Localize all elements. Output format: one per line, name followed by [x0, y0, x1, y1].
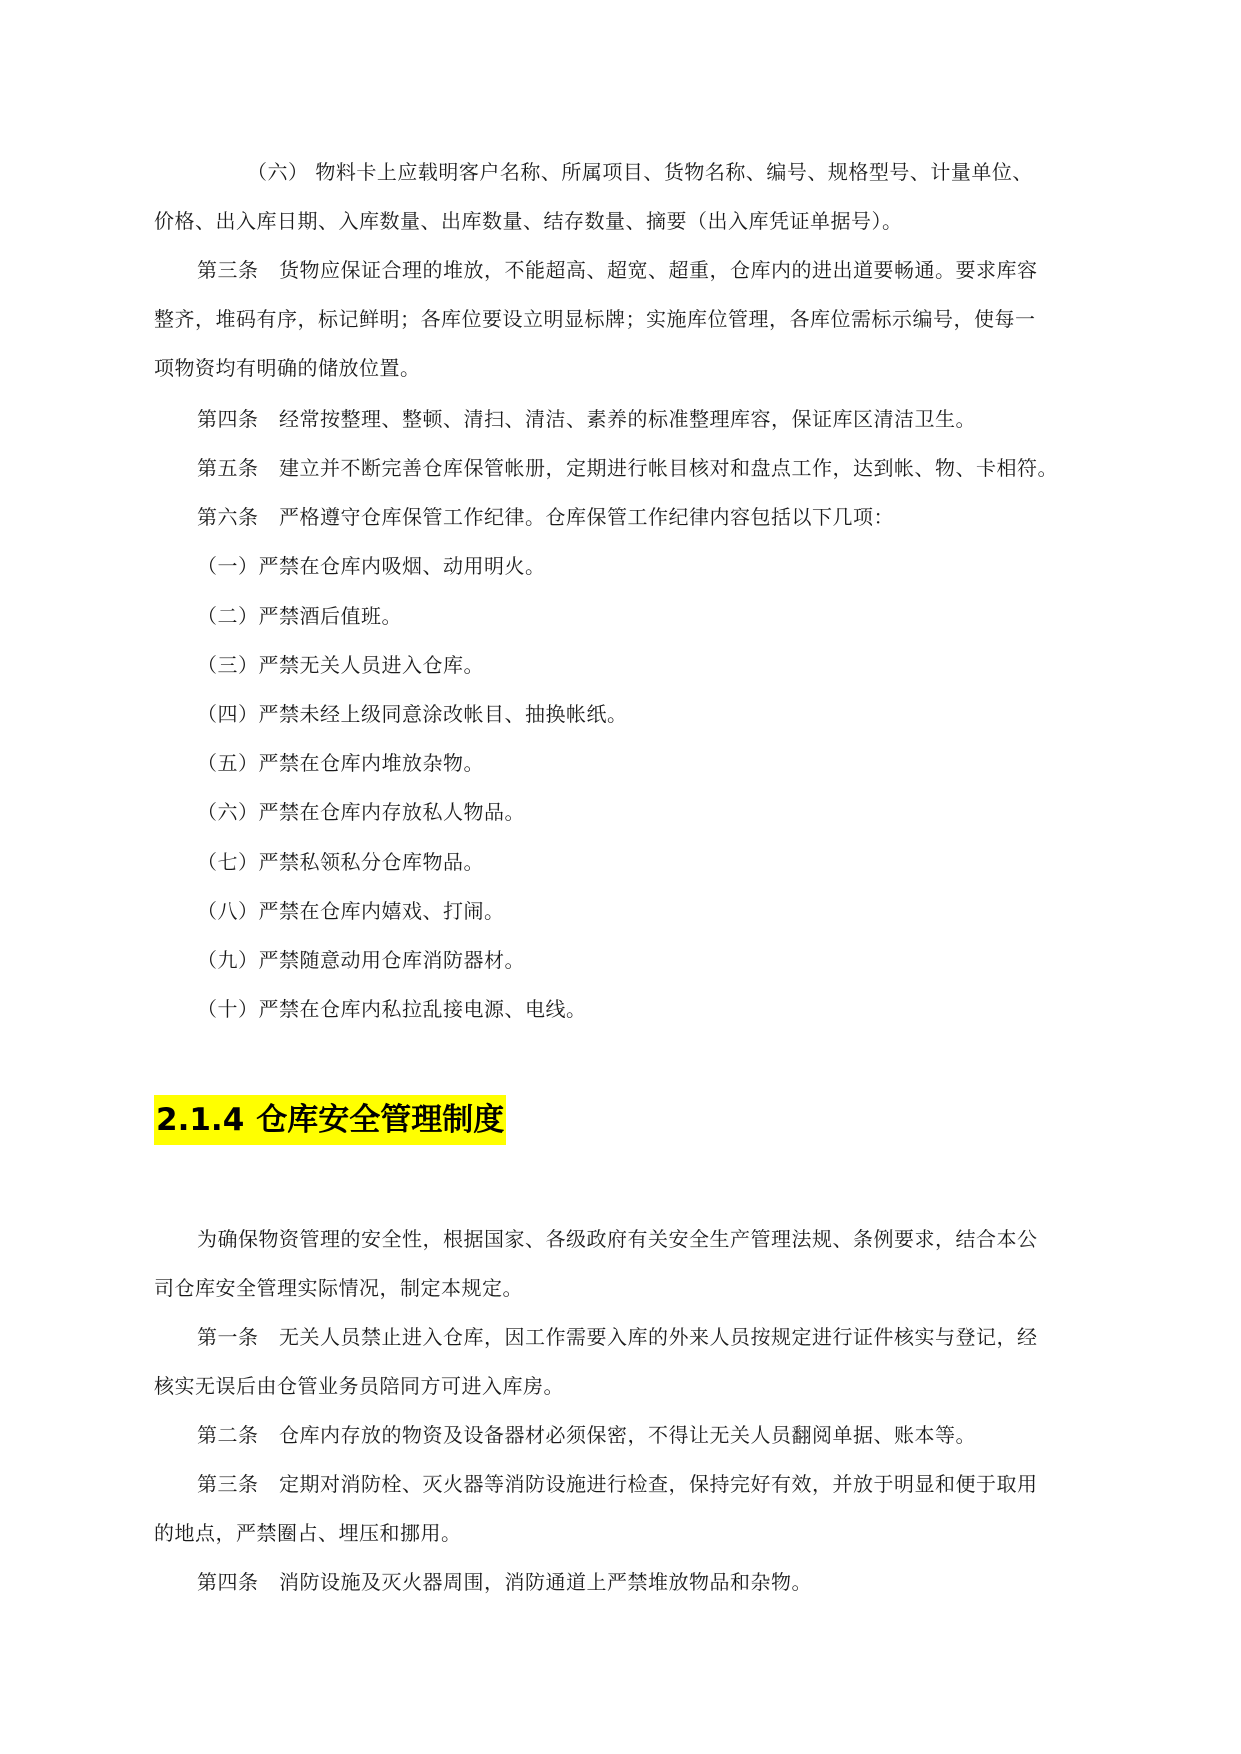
section-heading [154, 1095, 506, 1145]
rule-item: （八）严禁在仓库内嬉戏、打闹。 [197, 899, 505, 923]
article-3-line-2: 整齐，堆码有序，标记鲜明；各库位要设立明显标牌；实施库位管理，各库位需标示编号，使每一 [154, 307, 1036, 331]
section-title: 仓库安全管理制度 [256, 1102, 505, 1138]
article-5: 第五条 建立并不断完善仓库保管帐册，定期进行帐目核对和盘点工作，达到帐、物、卡相符。 [197, 456, 1058, 480]
safety-article-4: 第四条 消防设施及灭火器周围，消防通道上严禁堆放物品和杂物。 [197, 1570, 812, 1594]
article-6: 第六条 严格遵守仓库保管工作纪律。仓库保管工作纪律内容包括以下几项： [197, 505, 894, 529]
safety-article-3-line-2: 的地点，严禁圈占、埋压和挪用。 [154, 1521, 462, 1545]
section-number: 2.1.4 [156, 1102, 245, 1138]
rule-item: （三）严禁无关人员进入仓库。 [197, 653, 484, 677]
article-3-line-1: 第三条 货物应保证合理的堆放，不能超高、超宽、超重，仓库内的进出道要畅通。要求库容 [197, 258, 1038, 282]
rule-item: （四）严禁未经上级同意涂改帐目、抽换帐纸。 [197, 702, 628, 726]
article-4: 第四条 经常按整理、整顿、清扫、清洁、素养的标准整理库容，保证库区清洁卫生。 [197, 407, 976, 431]
paragraph-material-card-line-2: 价格、出入库日期、入库数量、出库数量、结存数量、摘要（出入库凭证单据号）。 [154, 209, 903, 233]
rule-item: （六）严禁在仓库内存放私人物品。 [197, 800, 525, 824]
safety-article-2: 第二条 仓库内存放的物资及设备器材必须保密，不得让无关人员翻阅单据、账本等。 [197, 1423, 976, 1447]
article-3-line-3: 项物资均有明确的储放位置。 [154, 356, 421, 380]
intro-line-2: 司仓库安全管理实际情况，制定本规定。 [154, 1276, 523, 1300]
intro-line-1: 为确保物资管理的安全性，根据国家、各级政府有关安全生产管理法规、条例要求，结合本公 [197, 1227, 1038, 1251]
rule-item: （九）严禁随意动用仓库消防器材。 [197, 948, 525, 972]
rule-item: （一）严禁在仓库内吸烟、动用明火。 [197, 554, 546, 578]
safety-article-1-line-2: 核实无误后由仓管业务员陪同方可进入库房。 [154, 1374, 564, 1398]
safety-article-3-line-1: 第三条 定期对消防栓、灭火器等消防设施进行检查，保持完好有效，并放于明显和便于取用 [197, 1472, 1038, 1496]
rule-item: （七）严禁私领私分仓库物品。 [197, 850, 484, 874]
rule-item: （十）严禁在仓库内私拉乱接电源、电线。 [197, 997, 587, 1021]
safety-article-1-line-1: 第一条 无关人员禁止进入仓库，因工作需要入库的外来人员按规定进行证件核实与登记，经 [197, 1325, 1038, 1349]
rule-item: （二）严禁酒后值班。 [197, 604, 402, 628]
paragraph-material-card-line-1: （六） 物料卡上应载明客户名称、所属项目、货物名称、编号、规格型号、计量单位、 [247, 160, 1033, 184]
rule-item: （五）严禁在仓库内堆放杂物。 [197, 751, 484, 775]
